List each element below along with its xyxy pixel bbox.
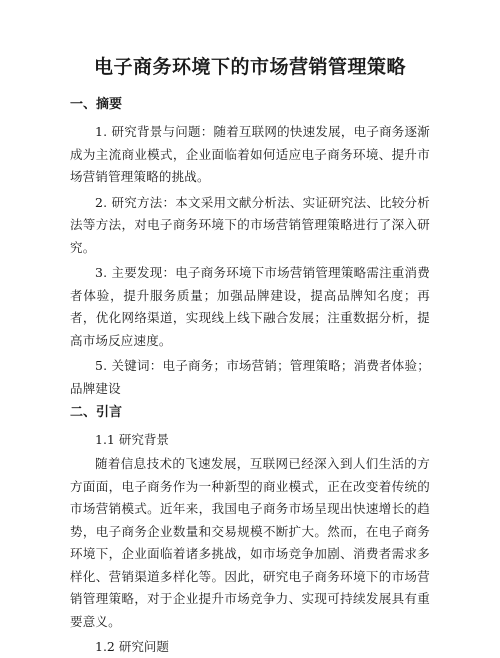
subsection-heading-questions: 1.2 研究问题: [95, 639, 169, 654]
subsection-heading-background: 1.1 研究背景: [95, 432, 169, 447]
document-title: 电子商务环境下的市场营销管理策略: [93, 56, 406, 78]
abstract-paragraph-method: 2. 研究方法：本文采用文献分析法、实证研究法、比较分析法等方法，对电子商务环境下的市场营销管理策略进行了深入研究。: [70, 194, 430, 255]
abstract-paragraph-keywords: 5. 关键词：电子商务；市场营销；管理策略；消费者体验；品牌建设: [70, 358, 430, 396]
abstract-paragraph-findings: 3. 主要发现：电子商务环境下市场营销管理策略需注重消费者体验，提升服务质量；加强品牌建设，提高品牌知名度；再者，优化网络渠道，实现线上线下融合发展；注重数据分析，提高市场反应速度。: [70, 265, 430, 348]
section-heading-introduction: 二、引言: [70, 405, 123, 420]
introduction-paragraph-background: 随着信息技术的飞速发展，互联网已经深入到人们生活的方方面面，电子商务作为一种新型的商业模式，正在改变着传统的市场营销模式。近年来，我国电子商务市场呈现出快速增长的趋势，电子商务企业数量和交易规模不断扩大。然而，在电子商务环境下，企业面临着诸多挑战，如市场竞争加剧、消费者需求多样化、营销渠道多样化等。因此，研究电子商务环境下的市场营销管理策略，对于企业提升市场竞争力、实现可持续发展具有重要意义。: [70, 456, 430, 629]
section-heading-abstract: 一、摘要: [70, 97, 123, 112]
abstract-paragraph-background: 1. 研究背景与问题：随着互联网的快速发展，电子商务逐渐成为主流商业模式，企业面临着如何适应电子商务环境、提升市场营销管理策略的挑战。: [70, 124, 430, 184]
